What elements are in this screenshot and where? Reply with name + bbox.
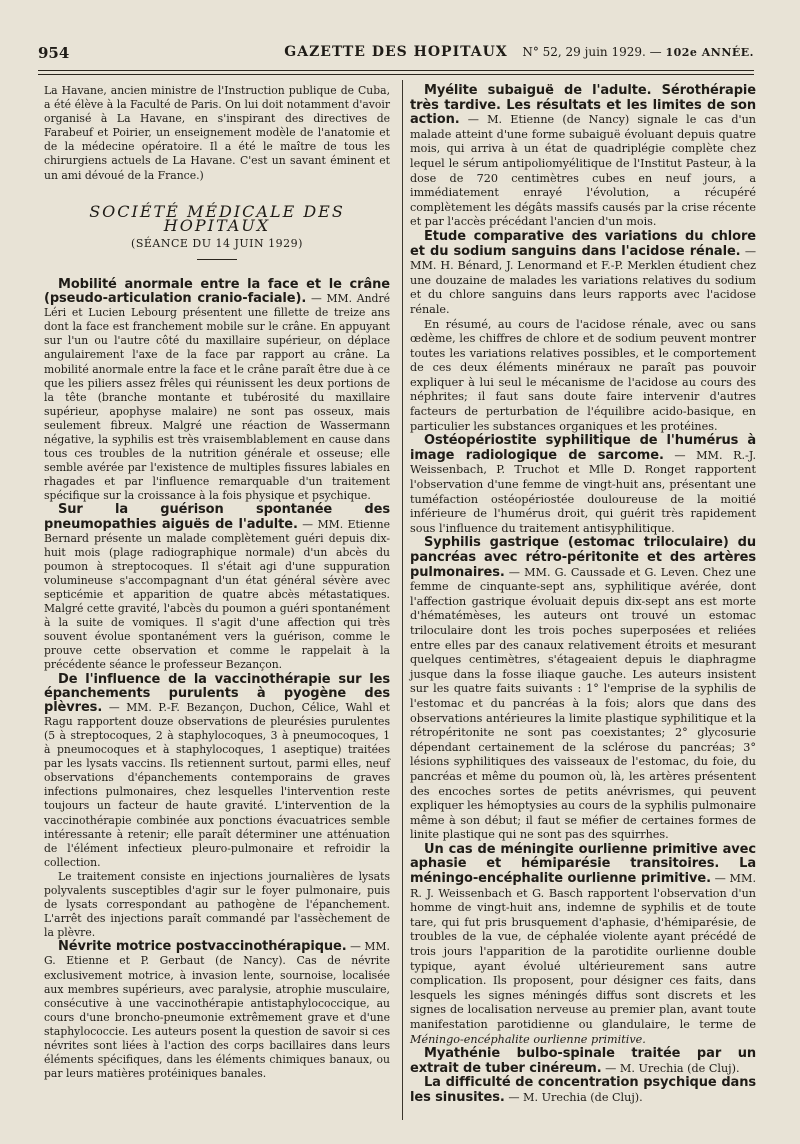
article-authors: — MM. R.-J. Weissenbach, P. Truchot et Mlle D. Ronget — [410, 448, 756, 477]
article-authors: — MM. G. Caussade et G. Leven. — [508, 565, 699, 579]
article-body: rapportent douze observations de pleurésies purulentes (5 à streptocoques, 2 à staphylocoques, 3 à pneumocoques, 1 à pneumocoques et à staphylocoques, 1 aseptique) traitées par les lysats vaccins. Ils retiennent surtout, parmi elles, neuf observations d'épanchements contemporains de graves infections pulmonaires, chez lesquelles l'intervention reste toujours un facteur de haute gravité. L'intervention de la vaccinothérapie combinée aux ponctions évacuatrices semble intéressante à retenir; elle paraît déterminer une atténuation de l'élément infectieux pleuro-pulmonaire et refroidir la collection. — [44, 714, 390, 869]
section-rule — [197, 259, 237, 260]
article-authors: — M. Urechia (de Cluj). — [605, 1061, 740, 1075]
article-meningite-ourlienne — [410, 843, 756, 1047]
article-term: Méningo-encéphalite ourlienne primitive. — [410, 1032, 646, 1046]
article-chlore-sodium — [410, 230, 756, 318]
article-pseudo-articulation — [44, 278, 390, 504]
article-authors: — MM. H. Bénard, J. Lenormand et F.-P. Merklen — [410, 244, 756, 273]
society-heading: SOCIÉTÉ MÉDICALE DES HOPITAUX — [89, 201, 345, 235]
article-syphilis-gastrique — [410, 536, 756, 842]
article-body: présente un malade complètement guéri depuis dix-huit mois (plage radiographique normale) d'un abcès du poumon à streptocoques. Il s'était agi d'une suppuration volumineuse s'accompagnant d'un état général sévère avec septicémie et apparition de quatre abcès métastatiques. Malgré cette gravité, l'abcès du poumon a guéri spontanément à la suite de vomiques. Il s'agit d'une affection qui très souvent évolue spontanément vers la guérison, comme le prouve cette observation et comme le rappelait à la précédente séance le professeur Bezançon. — [44, 531, 390, 672]
article-paragraph: Le traitement consiste en injections journalières de lysats polyvalents susceptibles d'agir sur le foyer pulmonaire, puis de lysats correspondant au pathogène de l'épanchement. L'arrêt des injections paraît commandé par l'assèchement de la plèvre. — [44, 869, 390, 940]
article-authors: — MM. R. J. Weissenbach et G. Basch — [410, 872, 756, 900]
intro-paragraph: La Havane, ancien ministre de l'Instruction publique de Cuba, a été élève à la Faculté de Paris. On lui doit notamment d'avoir organisé à La Havane, en s'inspirant des directives de Farabeuf et Poirier, un enseignement modèle de l'anatomie et de la médecine opératoire. Il a été le maître de tous les chirurgiens actuels de La Havane. C'est un savant éminent et un ami dévoué de la France.) — [44, 84, 390, 182]
article-authors: — MM. G. Etienne et P. Gerbaut — [44, 940, 390, 968]
article-osteoperiostite — [410, 434, 756, 536]
article-body: rapportent l'observation d'une femme de vingt-huit ans, présentant une tuméfaction ostéopériostée douloureuse de la moitié inférieure de l'humérus droit, qui guérit très rapidement sous l'influence du traitement antisyphilitique. — [410, 463, 756, 535]
article-authors: — MM. Etienne Bernard — [44, 517, 390, 545]
article-title: Etude comparative des variations du chlore et du sodium sanguins dans l'acidose rénale. — [410, 228, 756, 259]
article-title: La difficulté de concentration psychique dans les sinusites. — [410, 1075, 756, 1105]
right-column — [410, 84, 756, 1106]
article-title: Ostéopériostite syphilitique de l'humérus à image radiologique de sarcome. — [410, 433, 756, 463]
article-nevrite — [44, 940, 390, 1081]
seance-date: (SÉANCE DU 14 JUIN 1929) — [131, 236, 303, 250]
article-body: étudient chez une douzaine de malades les variations relatives du sodium et du chlore sanguins dans leurs rapports avec l'acidose rénale. — [410, 259, 756, 316]
article-title: Un cas de méningite ourlienne primitive avec aphasie et hémiparésie transitoires. La méningo-encéphalite ourlienne primitive. — [410, 841, 756, 887]
article-body: rapportent l'observation d'un homme de vingt-huit ans, indemne de syphilis et de toute tare, qui fut pris brusquement d'aphasie, d'hémiparésie, de troubles de la vue, de céphalée violente ayant précédé de trois jours l'apparition de la parotidite ourlienne double typique, ayant évolué ultérieurement sans autre complication. Ils proposent, pour désigner ces faits, dans lesquels les signes méningés diffus sont discrets et les signes de localisation nerveuse au premier plan, avant toute manifestation parotidienne ou glandulaire, le terme de — [410, 886, 756, 1031]
article-title: Myélite subaiguë de l'adulte. Sérothérapie très tardive. Les résultats et les limites de son action. — [410, 83, 756, 128]
article-title: Syphilis gastrique (estomac triloculaire) du pancréas avec rétro-péritonite et des artères pulmonaires. — [410, 535, 756, 580]
article-body: présentent une fillette de treize ans dont la face est franchement mobile sur le crâne. En appuyant sur l'un ou l'autre côté du maxillaire supérieur, on déplace angulairement l'axe de la face par rapport au crâne. La mobilité anormale entre la face et le crâne paraît être due à ce que les piliers assez frêles qui réunissent les deux portions de la tête (branche montante et tubérosité du maxillaire supérieur, apophyse malaire) ne sont pas osseux, mais seulement fibreux. Malgré une réaction de Wassermann négative, la syphilis est très vraisemblablement en cause dans tous ces troubles de la nutrition générale et osseuse; elle semble avérée par l'existence de multiples fissures labiales en rhagades et par l'influence remarquable d'un traitement spécifique sur la croissance à la fois physique et psychique. — [44, 306, 390, 503]
header-rule — [38, 70, 754, 71]
article-body: (de Nancy). Cas de névrite exclusivement motrice, à invasion lente, sournoise, localisée aux membres supérieurs, avec paralysie, atrophie musculaire, consécutive à une vaccinothérapie antistaphylococcique, au cours d'une broncho-pneumonie extrêmement grave et d'une staphylococcie. Les auteurs posent la question de savoir si ces névrites sont liées à l'action des corps bacillaires dans leurs éléments spécifiques, dans les éléments chimiques banaux, ou par leurs matières protéiniques banales. — [44, 954, 390, 1081]
article-title: De l'influence de la vaccinothérapie sur les épanchements purulents à pyogène des plèvres. — [44, 671, 390, 715]
article-pneumopathies — [44, 503, 390, 672]
issue-info — [522, 45, 754, 59]
article-body: (de Nancy) signale le cas d'un malade atteint d'une forme subaiguë évoluant depuis quatre mois, qui arriva à un état de quadriplégie complète chez lequel le sérum antipoliomyélitique de l'Institut Pasteur, à la dose de 720 centimètres cubes en neuf jours, a immédiatement enrayé l'évolution, a récupéré complètement les dégâts massifs causés par la crise récente et par l'accès précédant l'ancien d'un mois. — [410, 113, 756, 229]
issue-year: 102e ANNÉE. — [665, 46, 754, 59]
article-authors: — M. Urechia (de Cluj). — [508, 1090, 643, 1104]
article-myathenie — [410, 1047, 756, 1076]
article-title: Mobilité anormale entre la face et le crâne (pseudo-articulation cranio-faciale). — [44, 276, 390, 307]
header-rule-thin — [38, 74, 754, 75]
article-title: Névrite motrice postvaccinothérapique. — [58, 939, 347, 955]
article-body: Chez une femme de cinquante-sept ans, syphilitique avérée, dont l'affection gastrique évoluait depuis dix-sept ans est morte d'hématémèses, les auteurs ont trouvé un estomac triloculaire dont les trois poches superposées et reliées entre elles par des canaux relativement étroits et mesurant quelques centimètres, s'étageaient depuis le diaphragme jusque dans la fosse iliaque gauche. Les auteurs insistent sur les quatre faits suivants : 1° l'emprise de la syphilis de l'estomac et du pancréas à la fois; alors que dans des observations antérieures la limite plastique syphilitique et la rétropéritonite ne sont pas coexistantes; 2° glycosurie dépendant certainement de la sclérose du pancréas; 3° lésions syphilitiques des vaisseaux de l'estomac, du foie, du pancréas et même du poumon où, là, les artères présentent des encoches sortes de petits anévrismes, qui peuvent expliquer les hémoptysies au cours de la syphilis pulmonaire même à son début; il faut se méfier de certaines formes de linite plastique qui ne sont pas des squirrhes. — [410, 565, 757, 842]
page-header — [38, 44, 754, 66]
page-number: 954 — [38, 44, 70, 62]
article-authors: — MM. P.-F. Bezançon, Duchon, Célice, Wahl et Ragu — [44, 700, 390, 728]
article-vaccinotherapie — [44, 673, 390, 870]
journal-title: GAZETTE DES HOPITAUX — [284, 44, 508, 60]
column-divider — [402, 80, 403, 1120]
left-column — [44, 84, 390, 1081]
article-title: Myathénie bulbo-spinale traitée par un extrait de tuber cinéreum. — [410, 1046, 756, 1076]
article-sinusites — [410, 1076, 756, 1105]
article-paragraph: En résumé, au cours de l'acidose rénale, avec ou sans œdème, les chiffres de chlore et de sodium peuvent montrer toutes les variations relatives possibles, et le comportement de ces deux éléments minéraux ne paraît pas pouvoir expliquer à lui seul le mécanisme de l'acidose au cours des néphrites; il faut sans doute faire intervenir d'autres facteurs de perturbation de l'équilibre acido-basique, en particulier les substances organiques et les protéines. — [410, 317, 756, 433]
issue-date: N° 52, 29 juin 1929. — — [522, 45, 662, 59]
article-title: Sur la guérison spontanée des pneumopathies aiguës de l'adulte. — [44, 502, 390, 532]
article-myelite — [410, 84, 756, 230]
article-authors: — MM. André Léri et Lucien Lebourg — [44, 292, 391, 320]
article-authors: — M. Etienne — [467, 113, 555, 127]
